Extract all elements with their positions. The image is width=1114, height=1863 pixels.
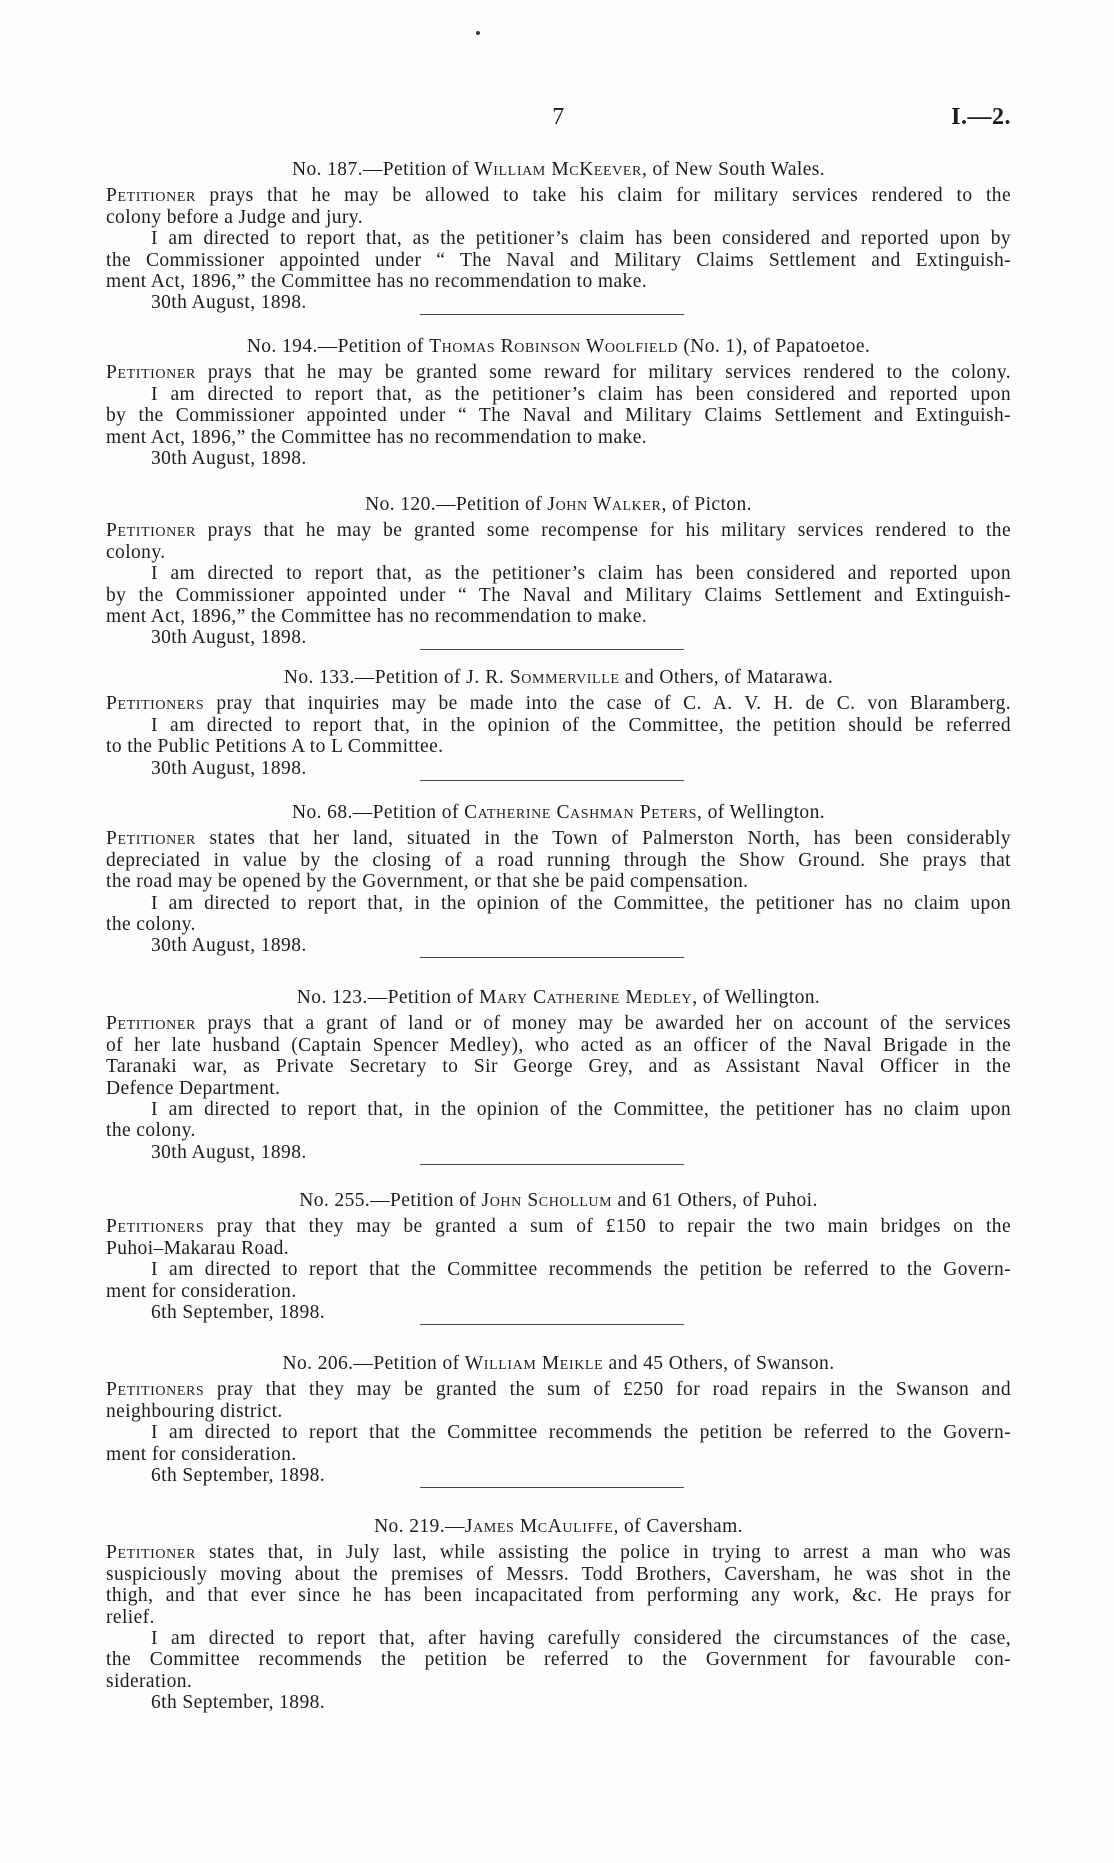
petitioner-name: Catherine Cashman Peters [464, 802, 698, 823]
separator-rule [420, 957, 684, 958]
page-header [106, 103, 1011, 131]
report-line: I am directed to report that, as the petitioner’s claim has been considered and reported upon by [151, 228, 1011, 250]
petition-line [106, 693, 1011, 714]
petition-line [106, 362, 1011, 383]
petition-title [106, 987, 1011, 1008]
report-line: to the Public Petitions A to L Committee. [106, 736, 444, 758]
report-line: I am directed to report that, as the petitioner’s claim has been considered and reported upon [151, 563, 1011, 585]
report-line: ment Act, 1896,” the Committee has no recommendation to make. [106, 426, 648, 448]
petitioner-name: Thomas Robinson Woolfield [429, 336, 679, 357]
separator-rule [420, 1487, 684, 1488]
petition-line [106, 1379, 1011, 1400]
title-suffix: and 61 Others, of Puhoi. [612, 1190, 818, 1211]
petition-entry-187 [106, 159, 1011, 314]
report-date [106, 292, 1011, 313]
title-prefix: No. 133.—Petition of [283, 667, 467, 688]
report-line: ment for consideration. [106, 1280, 297, 1302]
report-date [106, 758, 1011, 779]
separator-rule [420, 780, 684, 781]
petition-text: pray that inquiries may be made into the case of C. A. V. H. de C. von Blaramberg. [216, 693, 1011, 715]
petition-title [106, 667, 1011, 688]
title-prefix: No. 187.—Petition of [291, 159, 475, 180]
petition-entry-120 [106, 494, 1011, 649]
petition-line [106, 520, 1011, 541]
report-date [106, 448, 1011, 469]
title-suffix: , of Caversham. [613, 1516, 743, 1537]
petition-text: prays that he may be granted some recompense for his military services rendered to the [207, 520, 1011, 542]
report-date [106, 1302, 1011, 1323]
petition-text: prays that he may be granted some reward for military services rendered to the colony. [207, 362, 1011, 384]
petition-line: colony before a Judge and jury. [106, 206, 363, 228]
petition-line: thigh, and that ever since he has been incapacitated from performing any work, &c. He prays for [106, 1585, 1011, 1607]
separator-rule [420, 314, 684, 315]
petition-entry-123 [106, 987, 1011, 1163]
petition-lead: Petitioners [106, 1379, 205, 1401]
report-line: by the Commissioner appointed under “ The Naval and Military Claims Settlement and Extinguish- [106, 405, 1011, 427]
title-suffix: , of New South Wales. [641, 159, 826, 180]
report-line: ment Act, 1896,” the Committee has no recommendation to make. [106, 270, 648, 292]
petition-entry-206 [106, 1353, 1011, 1486]
petition-line: depreciated in value by the closing of a road running through the Show Ground. She prays that [106, 849, 1011, 871]
petition-lead: Petitioner [106, 185, 196, 207]
petition-entry-255 [106, 1190, 1011, 1323]
title-prefix: No. 120.—Petition of [365, 494, 548, 515]
petition-title [106, 159, 1011, 180]
petition-entry-68 [106, 802, 1011, 957]
date-text: 30th August, 1898. [151, 1141, 307, 1163]
petition-text: states that her land, situated in the Town of Palmerston North, has been considerably [209, 828, 1012, 850]
petition-line: colony. [106, 541, 166, 563]
date-text: 30th August, 1898. [151, 447, 307, 469]
title-prefix: No. 219.— [374, 1516, 465, 1537]
petitioner-name: William McKeever [474, 159, 642, 180]
petition-title [106, 1516, 1011, 1537]
petition-lead: Petitioner [106, 1013, 196, 1035]
petition-line [106, 185, 1011, 206]
scan-speck [476, 31, 480, 35]
report-line: I am directed to report that, in the opinion of the Committee, the petition should be referred [151, 714, 1011, 736]
petition-title [106, 1190, 1011, 1211]
title-prefix: No. 206.—Petition of [282, 1353, 465, 1374]
report-date [106, 1692, 1011, 1713]
petition-line: neighbouring district. [106, 1400, 283, 1422]
separator-rule [420, 649, 684, 650]
report-date [106, 935, 1011, 956]
report-date [106, 1142, 1011, 1163]
petition-entry-194 [106, 336, 1011, 469]
report-line: by the Commissioner appointed under “ The Naval and Military Claims Settlement and Extinguish- [106, 584, 1011, 606]
petition-lead: Petitioner [106, 1542, 196, 1564]
report-line: I am directed to report that, after having carefully considered the circumstances of the case, [151, 1627, 1011, 1649]
title-prefix: No. 255.—Petition of [299, 1190, 482, 1211]
page-number: 7 [552, 104, 565, 130]
petition-line: the road may be opened by the Government, or that she be paid compensation. [106, 871, 749, 893]
petition-line: Taranaki war, as Private Secretary to Sir George Grey, and as Assistant Naval Officer in the [106, 1056, 1011, 1078]
petition-line: Puhoi–Makarau Road. [106, 1237, 290, 1259]
title-suffix: and Others, of Matarawa. [619, 667, 834, 688]
report-line: the Committee recommends the petition be referred to the Government for favourable con- [106, 1649, 1011, 1671]
petition-text: pray that they may be granted a sum of £150 to repair the two main bridges on the [216, 1216, 1012, 1238]
petition-line: relief. [106, 1606, 155, 1628]
report-line: sideration. [106, 1670, 193, 1692]
report-line: I am directed to report that, as the petitioner’s claim has been considered and reported upon [151, 383, 1011, 405]
title-prefix: No. 194.—Petition of [246, 336, 430, 357]
petition-text: prays that a grant of land or of money may be awarded her on account of the services [207, 1013, 1011, 1035]
petition-text: prays that he may be allowed to take his claim for military services rendered to the [209, 185, 1011, 207]
date-text: 30th August, 1898. [151, 627, 307, 649]
title-suffix: and 45 Others, of Swanson. [603, 1353, 835, 1374]
report-line: I am directed to report that the Committee recommends the petition be referred to the Govern- [151, 1422, 1011, 1444]
date-text: 30th August, 1898. [151, 292, 307, 314]
petition-line: Defence Department. [106, 1077, 281, 1099]
petition-text: states that, in July last, while assisting the police in trying to arrest a man who was [208, 1542, 1012, 1564]
title-suffix: , of Wellington. [692, 987, 821, 1008]
report-line: ment Act, 1896,” the Committee has no recommendation to make. [106, 605, 648, 627]
title-prefix: No. 123.—Petition of [296, 987, 480, 1008]
separator-rule [420, 1324, 684, 1325]
petitioner-name: J. R. Sommerville [466, 667, 620, 688]
petition-title [106, 802, 1011, 823]
report-line: the Commissioner appointed under “ The Naval and Military Claims Settlement and Extinguish- [106, 249, 1011, 271]
report-line: the colony. [106, 1120, 196, 1142]
title-suffix: (No. 1), of Papatoetoe. [678, 336, 871, 357]
date-text: 6th September, 1898. [151, 1301, 326, 1323]
petition-line: of her late husband (Captain Spencer Medley), who acted as an officer of the Naval Brigade in the [106, 1034, 1011, 1056]
petition-title [106, 494, 1011, 515]
petition-line [106, 1542, 1011, 1563]
petition-title [106, 1353, 1011, 1374]
petition-entry-219 [106, 1516, 1011, 1714]
petitioner-name: Mary Catherine Medley [479, 987, 693, 1008]
petition-text: pray that they may be granted the sum of £250 for road repairs in the Swanson and [216, 1379, 1011, 1401]
petition-lead: Petitioner [106, 520, 196, 542]
report-line: I am directed to report that the Committee recommends the petition be referred to the Govern- [151, 1259, 1011, 1281]
petition-lead: Petitioners [106, 693, 205, 715]
petitioner-name: James McAuliffe [464, 1516, 614, 1537]
paper-reference: I.—2. [951, 104, 1011, 130]
report-line: ment for consideration. [106, 1443, 297, 1465]
date-text: 6th September, 1898. [151, 1464, 326, 1486]
report-line: I am directed to report that, in the opinion of the Committee, the petitioner has no claim upon [151, 1098, 1011, 1120]
report-line: the colony. [106, 913, 196, 935]
petition-line [106, 1216, 1011, 1237]
report-date [106, 627, 1011, 648]
petition-line [106, 1013, 1011, 1034]
petition-lead: Petitioner [106, 362, 196, 384]
petition-line: suspiciously moving about the premises of Messrs. Todd Brothers, Caversham, he was shot in the [106, 1563, 1011, 1585]
petitioner-name: William Meikle [464, 1353, 604, 1374]
petition-entry-133 [106, 667, 1011, 779]
report-date [106, 1465, 1011, 1486]
petitioner-name: John Walker [547, 494, 662, 515]
petition-title [106, 336, 1011, 357]
date-text: 30th August, 1898. [151, 757, 307, 779]
title-suffix: , of Wellington. [697, 802, 825, 823]
title-suffix: , of Picton. [661, 494, 752, 515]
date-text: 6th September, 1898. [151, 1692, 326, 1714]
report-line: I am directed to report that, in the opinion of the Committee, the petitioner has no claim upon [151, 892, 1011, 914]
petitioner-name: John Schollum [481, 1190, 613, 1211]
petition-lead: Petitioner [106, 828, 196, 850]
separator-rule [420, 1164, 684, 1165]
petition-line [106, 828, 1011, 849]
date-text: 30th August, 1898. [151, 935, 307, 957]
petition-lead: Petitioners [106, 1216, 205, 1238]
title-prefix: No. 68.—Petition of [292, 802, 465, 823]
